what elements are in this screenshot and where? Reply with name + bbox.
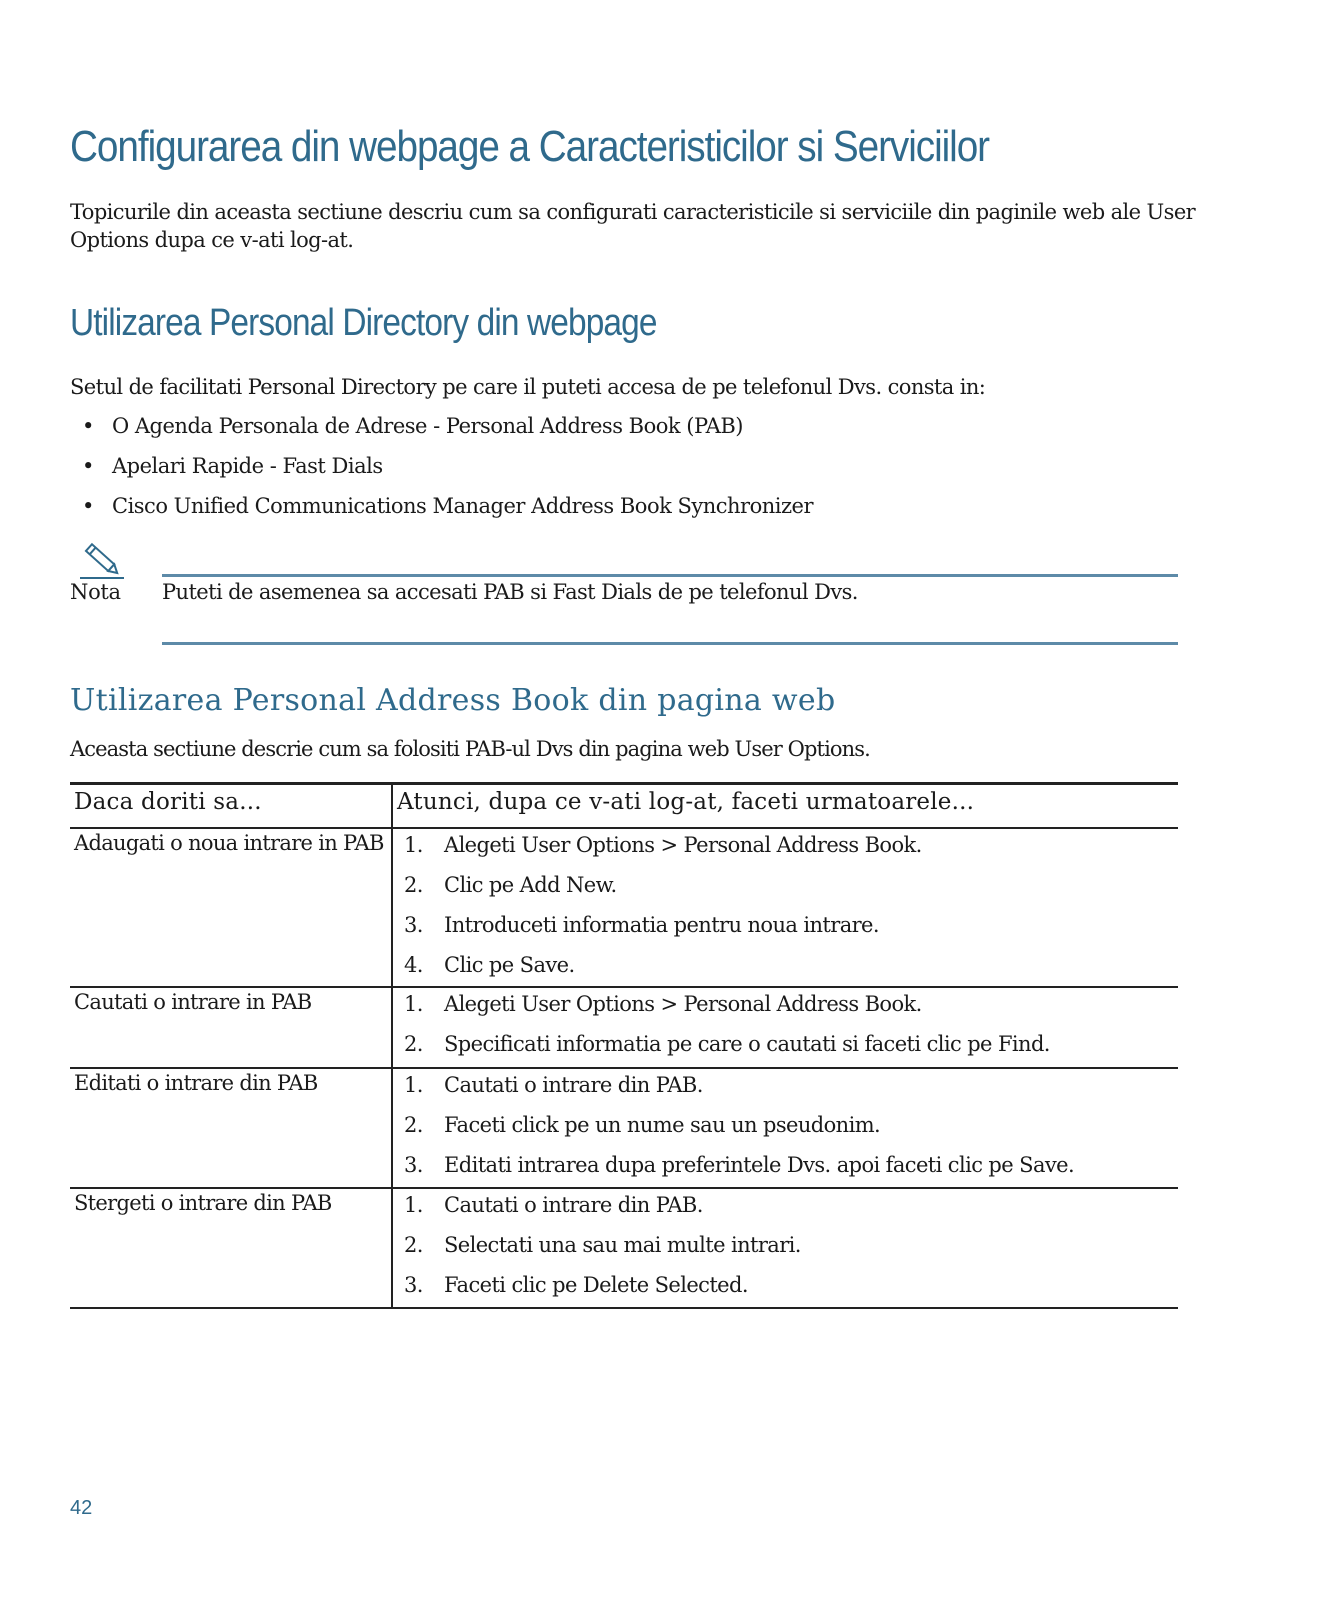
- table-row: [70, 988, 1178, 1069]
- step-list: [404, 829, 922, 989]
- row-action: Cautati o intrare in PAB: [74, 990, 312, 1014]
- step-item: 3. Faceti clic pe Delete Selected.: [404, 1273, 748, 1297]
- page-title: Configurarea din webpage a Caracteristicilor si Serviciilor: [70, 122, 990, 171]
- list-item-text: O Agenda Personala de Adrese - Personal Address Book (PAB): [112, 414, 743, 438]
- step-item: 4. Clic pe Save.: [404, 953, 575, 977]
- pab-actions-table: [70, 782, 1178, 1309]
- column-divider: [391, 1069, 393, 1189]
- section-title: Utilizarea Personal Directory din webpage: [70, 302, 657, 344]
- bullet-icon: •: [82, 414, 94, 438]
- note-bottom-rule: [162, 642, 1178, 645]
- column-divider: [391, 829, 393, 988]
- step-item: 3. Introduceti informatia pentru noua intrare.: [404, 913, 879, 937]
- row-action: Editati o intrare din PAB: [74, 1071, 318, 1095]
- column-divider: [391, 988, 393, 1069]
- note-top-rule: [162, 574, 1178, 577]
- list-item-text: Apelari Rapide - Fast Dials: [112, 454, 383, 478]
- step-item: 1. Alegeti User Options > Personal Address Book.: [404, 992, 922, 1016]
- step-item: 2. Faceti click pe un nume sau un pseudonim.: [404, 1113, 881, 1137]
- step-item: 3. Editati intrarea dupa preferintele Dvs. apoi faceti clic pe Save.: [404, 1153, 1075, 1177]
- table-row: [70, 1069, 1178, 1189]
- table-row: [70, 829, 1178, 988]
- list-item: [82, 450, 813, 490]
- step-item: 1. Cautati o intrare din PAB.: [404, 1193, 703, 1217]
- bullet-icon: •: [82, 494, 94, 518]
- subsection-intro: Aceasta sectiune descrie cum sa folositi PAB-ul Dvs din pagina web User Options.: [70, 737, 870, 761]
- list-item-text: Cisco Unified Communications Manager Address Book Synchronizer: [112, 494, 814, 518]
- step-item: 2. Clic pe Add New.: [404, 873, 617, 897]
- row-action: Adaugati o noua intrare in PAB: [74, 831, 384, 855]
- step-list: [404, 988, 1050, 1068]
- column-header: Daca doriti sa...: [74, 789, 262, 815]
- column-divider: [391, 785, 393, 829]
- feature-list: [82, 410, 813, 530]
- section-lead: Setul de facilitati Personal Directory pe care il puteti accesa de pe telefonul Dvs. consta in:: [70, 375, 986, 399]
- note-label: Nota: [70, 580, 121, 604]
- bullet-icon: •: [82, 454, 94, 478]
- column-header: Atunci, dupa ce v-ati log-at, faceti urmatoarele...: [397, 789, 975, 815]
- column-divider: [391, 1189, 393, 1309]
- step-item: 1. Cautati o intrare din PAB.: [404, 1073, 703, 1097]
- subsection-title: Utilizarea Personal Address Book din pagina web: [70, 683, 836, 718]
- table-row: [70, 1189, 1178, 1309]
- note-text: Puteti de asemenea sa accesati PAB si Fast Dials de pe telefonul Dvs.: [162, 580, 858, 604]
- list-item: [82, 410, 813, 450]
- row-action: Stergeti o intrare din PAB: [74, 1191, 332, 1215]
- list-item: [82, 490, 813, 530]
- step-item: 1. Alegeti User Options > Personal Address Book.: [404, 833, 922, 857]
- intro-paragraph: Topicurile din aceasta sectiune descriu cum sa configurati caracteristicile si serviciile din paginile web ale User Options dupa ce v-ati log-at.: [70, 200, 1196, 252]
- step-list: [404, 1069, 1074, 1189]
- step-item: 2. Specificati informatia pe care o cautati si faceti clic pe Find.: [404, 1032, 1050, 1056]
- table-header-row: [70, 782, 1178, 829]
- pencil-icon: [80, 540, 124, 580]
- page-number: 42: [70, 1497, 93, 1519]
- step-list: [404, 1189, 801, 1309]
- step-item: 2. Selectati una sau mai multe intrari.: [404, 1233, 801, 1257]
